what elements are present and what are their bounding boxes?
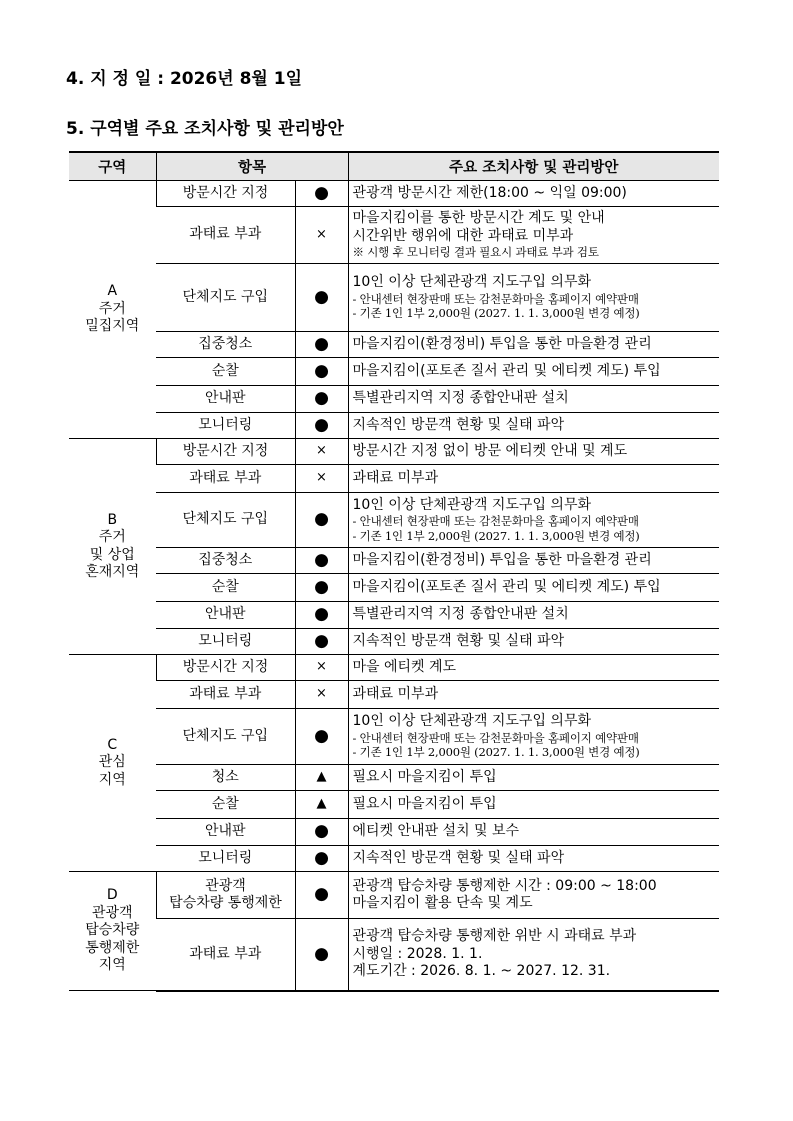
cross-icon: ×: [316, 686, 327, 702]
table-row: [69, 439, 719, 465]
item-cell: [156, 181, 295, 207]
item-cell: [156, 207, 295, 264]
measure-cell: [348, 846, 719, 872]
item-cell: [156, 655, 295, 681]
zone-label-line: C: [107, 736, 118, 753]
zone-label-line: 주거: [98, 529, 126, 545]
item-label: 단체지도 구입: [182, 288, 269, 305]
zone-label-line: B: [107, 511, 118, 528]
item-label: 단체지도 구입: [182, 511, 269, 528]
table-row: [69, 602, 719, 629]
cross-icon: ×: [316, 226, 327, 242]
table-row: [69, 413, 719, 439]
item-label: 순찰: [211, 578, 239, 595]
item-label: 관광객: [205, 877, 246, 894]
status-mark-cell: [295, 386, 348, 413]
status-mark-cell: [295, 548, 348, 574]
filled-circle-icon: ●: [314, 847, 329, 868]
measure-text: 관광객 탑승차량 통행제한 위반 시 과태료 부과: [352, 928, 637, 944]
zone-label-line: 밀집지역: [85, 318, 140, 335]
measure-text: 지속적인 방문객 현황 및 실태 파악: [352, 849, 565, 866]
status-mark-cell: [295, 846, 348, 872]
filled-circle-icon: ●: [314, 388, 329, 409]
table-row: [69, 655, 719, 681]
measure-text: 마을 에티켓 계도: [352, 658, 457, 675]
measure-text: 특별관리지역 지정 종합안내판 설치: [352, 606, 569, 623]
item-label: 단체지도 구입: [182, 727, 269, 744]
measure-note: - 안내센터 현장판매 또는 감천문화마을 홈페이지 예약판매: [352, 514, 639, 529]
measure-text: 10인 이상 단체관광객 지도구입 의무화: [352, 496, 591, 513]
item-label: 안내판: [204, 823, 246, 840]
status-mark-cell: [295, 439, 348, 465]
item-label: 방문시간 지정: [182, 658, 269, 675]
table-row: [69, 548, 719, 574]
item-label: 순찰: [211, 795, 239, 812]
measure-text: 마을지킴이(환경정비) 투입을 통한 마을환경 관리: [352, 551, 652, 568]
status-mark-cell: [295, 465, 348, 493]
item-cell: [156, 493, 295, 548]
status-mark-cell: [295, 709, 348, 765]
filled-circle-icon: ●: [314, 943, 329, 964]
measure-text: 지속적인 방문객 현황 및 실태 파악: [352, 632, 565, 649]
cross-icon: ×: [316, 659, 327, 675]
zone-label-line: D: [106, 887, 118, 904]
status-mark-cell: [295, 413, 348, 439]
status-mark-cell: [295, 629, 348, 655]
status-mark-cell: [295, 681, 348, 709]
measure-cell: [348, 872, 719, 919]
table-row: [69, 629, 719, 655]
item-label: 과태료 부과: [189, 945, 262, 962]
item-label: 안내판: [204, 390, 246, 407]
zone-label-line: A: [107, 283, 118, 300]
zone-label-line: 통행제한: [85, 939, 140, 956]
zone-label-line: 혼재지역: [85, 564, 140, 580]
status-mark-cell: [295, 655, 348, 681]
table-row: [69, 207, 719, 264]
table-header-row: [69, 152, 719, 181]
measure-text: 필요시 마을지킴이 투입: [352, 795, 497, 812]
header-measures: 주요 조치사항 및 관리방안: [348, 152, 719, 181]
measure-cell: [348, 493, 719, 548]
filled-circle-icon: ●: [314, 725, 329, 746]
table-row: [69, 819, 719, 846]
table-row: [69, 709, 719, 765]
filled-circle-icon: ●: [314, 182, 329, 203]
filled-circle-icon: ●: [314, 509, 329, 530]
filled-circle-icon: ●: [314, 360, 329, 381]
measure-text: 지속적인 방문객 현황 및 실태 파악: [352, 416, 565, 433]
measure-cell: [348, 413, 719, 439]
measure-text: 마을지킴이(포토존 질서 관리 및 에티켓 계도) 투입: [352, 578, 661, 595]
measure-note: - 기존 1인 1부 2,000원 (2027. 1. 1. 3,000원 변경 예정): [352, 528, 640, 543]
measure-text: 마을지킴이(환경정비) 투입을 통한 마을환경 관리: [352, 335, 652, 352]
triangle-icon: ▲: [316, 796, 327, 812]
measure-cell: [348, 681, 719, 709]
triangle-icon: ▲: [316, 769, 327, 785]
item-cell: [156, 332, 295, 358]
status-mark-cell: [295, 574, 348, 602]
table-row: [69, 765, 719, 791]
measure-cell: [348, 548, 719, 574]
item-label: 과태료 부과: [189, 685, 262, 702]
item-cell: [156, 919, 295, 991]
zone-cell: [69, 181, 156, 439]
measure-cell: [348, 358, 719, 386]
item-label: 집중청소: [198, 335, 253, 352]
item-cell: [156, 681, 295, 709]
item-cell: [156, 548, 295, 574]
table-row: [69, 574, 719, 602]
measure-text: 관광객 방문시간 제한(18:00 ~ 익일 09:00): [352, 184, 627, 201]
measure-note: - 기존 1인 1부 2,000원 (2027. 1. 1. 3,000원 변경 예정): [352, 745, 640, 760]
table-row: [69, 465, 719, 493]
zone-label-line: 지역: [98, 771, 126, 788]
filled-circle-icon: ●: [314, 576, 329, 597]
measure-cell: [348, 709, 719, 765]
measure-text: 과태료 미부과: [352, 469, 439, 486]
status-mark-cell: [295, 358, 348, 386]
status-mark-cell: [295, 602, 348, 629]
table-row: [69, 332, 719, 358]
zone-cell: [69, 439, 156, 655]
measure-text: 특별관리지역 지정 종합안내판 설치: [352, 390, 569, 407]
table-row: [69, 358, 719, 386]
table-row: [69, 264, 719, 332]
measure-cell: [348, 919, 719, 991]
item-cell: [156, 846, 295, 872]
table-row: [69, 846, 719, 872]
item-cell: [156, 765, 295, 791]
section-5-heading: 5. 구역별 주요 조치사항 및 관리방안: [66, 119, 344, 139]
measure-text: 마을지킴이 활용 단속 및 계도: [352, 895, 533, 911]
item-cell: [156, 386, 295, 413]
zone-label-line: 주거: [98, 300, 126, 317]
item-label: 청소: [211, 768, 239, 785]
table-row: [69, 386, 719, 413]
status-mark-cell: [295, 332, 348, 358]
measure-cell: [348, 386, 719, 413]
measure-text: 시행일 : 2028. 1. 1.: [352, 945, 483, 962]
zone-label-line: 탑승차량: [85, 922, 140, 939]
table-row: [69, 181, 719, 207]
table-row: [69, 493, 719, 548]
item-cell: [156, 439, 295, 465]
item-label: 방문시간 지정: [182, 184, 269, 201]
status-mark-cell: [295, 181, 348, 207]
item-label: 집중청소: [198, 551, 253, 568]
measure-text: 마을지킴이(포토존 질서 관리 및 에티켓 계도) 투입: [352, 362, 661, 379]
filled-circle-icon: ●: [314, 333, 329, 354]
measure-text: 과태료 미부과: [352, 685, 439, 702]
item-label: 과태료 부과: [189, 469, 262, 486]
filled-circle-icon: ●: [314, 821, 329, 842]
status-mark-cell: [295, 919, 348, 991]
measure-text: 방문시간 지정 없이 방문 에티켓 안내 및 계도: [352, 442, 628, 459]
item-cell: [156, 358, 295, 386]
cross-icon: ×: [316, 470, 327, 486]
measure-cell: [348, 602, 719, 629]
measure-text: 계도기간 : 2026. 8. 1. ~ 2027. 12. 31.: [352, 963, 611, 979]
table-row: [69, 872, 719, 919]
measure-cell: [348, 655, 719, 681]
zone-label-line: 관광객: [91, 904, 133, 921]
measure-note: ※ 시행 후 모니터링 결과 필요시 과태료 부과 검토: [352, 245, 599, 260]
filled-circle-icon: ●: [314, 286, 329, 307]
section-4-heading: 4. 지 정 일 : 2026년 8월 1일: [66, 69, 303, 89]
table-row: [69, 681, 719, 709]
cross-icon: ×: [316, 443, 327, 459]
measure-text: 에티켓 안내판 설치 및 보수: [352, 823, 520, 840]
measure-cell: [348, 629, 719, 655]
item-cell: [156, 264, 295, 332]
measure-cell: [348, 791, 719, 819]
item-label: 과태료 부과: [189, 226, 262, 243]
header-item: 항목: [156, 152, 348, 181]
measure-text: 필요시 마을지킴이 투입: [352, 768, 497, 785]
measure-cell: [348, 332, 719, 358]
item-cell: [156, 574, 295, 602]
measure-text: 10인 이상 단체관광객 지도구입 의무화: [352, 274, 591, 291]
measure-text: 마을지킴이를 통한 방문시간 계도 및 안내: [352, 210, 605, 227]
measure-cell: [348, 439, 719, 465]
item-cell: [156, 413, 295, 439]
status-mark-cell: [295, 791, 348, 819]
item-cell: [156, 709, 295, 765]
zone-label-line: 관심: [98, 754, 126, 771]
status-mark-cell: [295, 819, 348, 846]
status-mark-cell: [295, 765, 348, 791]
measure-cell: [348, 819, 719, 846]
header-zone: 구역: [69, 152, 156, 181]
item-cell: [156, 819, 295, 846]
filled-circle-icon: ●: [314, 604, 329, 625]
zone-label-line: 및 상업: [89, 546, 135, 563]
measure-cell: [348, 574, 719, 602]
measure-note: - 안내센터 현장판매 또는 감천문화마을 홈페이지 예약판매: [352, 730, 639, 745]
item-cell: [156, 629, 295, 655]
filled-circle-icon: ●: [314, 884, 329, 905]
status-mark-cell: [295, 264, 348, 332]
measure-text: 관광객 탑승차량 통행제한 시간 : 09:00 ~ 18:00: [352, 877, 657, 894]
measure-cell: [348, 465, 719, 493]
filled-circle-icon: ●: [314, 630, 329, 651]
zone-cell: [69, 872, 156, 991]
measure-cell: [348, 765, 719, 791]
item-cell: [156, 791, 295, 819]
item-label: 모니터링: [198, 416, 253, 433]
zone-measures-table: [69, 151, 719, 992]
status-mark-cell: [295, 872, 348, 919]
measure-note: - 안내센터 현장판매 또는 감천문화마을 홈페이지 예약판매: [352, 291, 639, 306]
zone-cell: [69, 655, 156, 872]
measure-text: 10인 이상 단체관광객 지도구입 의무화: [352, 713, 591, 730]
item-label: 순찰: [211, 362, 239, 379]
measure-text: 시간위반 행위에 대한 과태료 미부과: [352, 227, 574, 244]
item-label: 모니터링: [198, 632, 253, 649]
filled-circle-icon: ●: [314, 549, 329, 570]
zone-label-line: 지역: [98, 957, 126, 974]
item-cell: [156, 465, 295, 493]
measure-cell: [348, 207, 719, 264]
table-row: [69, 791, 719, 819]
filled-circle-icon: ●: [314, 414, 329, 435]
measure-note: - 기존 1인 1부 2,000원 (2027. 1. 1. 3,000원 변경 예정): [352, 306, 640, 321]
item-label: 모니터링: [198, 849, 253, 866]
item-cell: [156, 602, 295, 629]
item-label: 안내판: [204, 606, 246, 623]
status-mark-cell: [295, 207, 348, 264]
status-mark-cell: [295, 493, 348, 548]
item-cell: [156, 872, 295, 919]
measure-cell: [348, 181, 719, 207]
item-label: 탑승차량 통행제한: [169, 895, 282, 911]
item-label: 방문시간 지정: [182, 442, 269, 459]
measure-cell: [348, 264, 719, 332]
table-row: [69, 919, 719, 991]
